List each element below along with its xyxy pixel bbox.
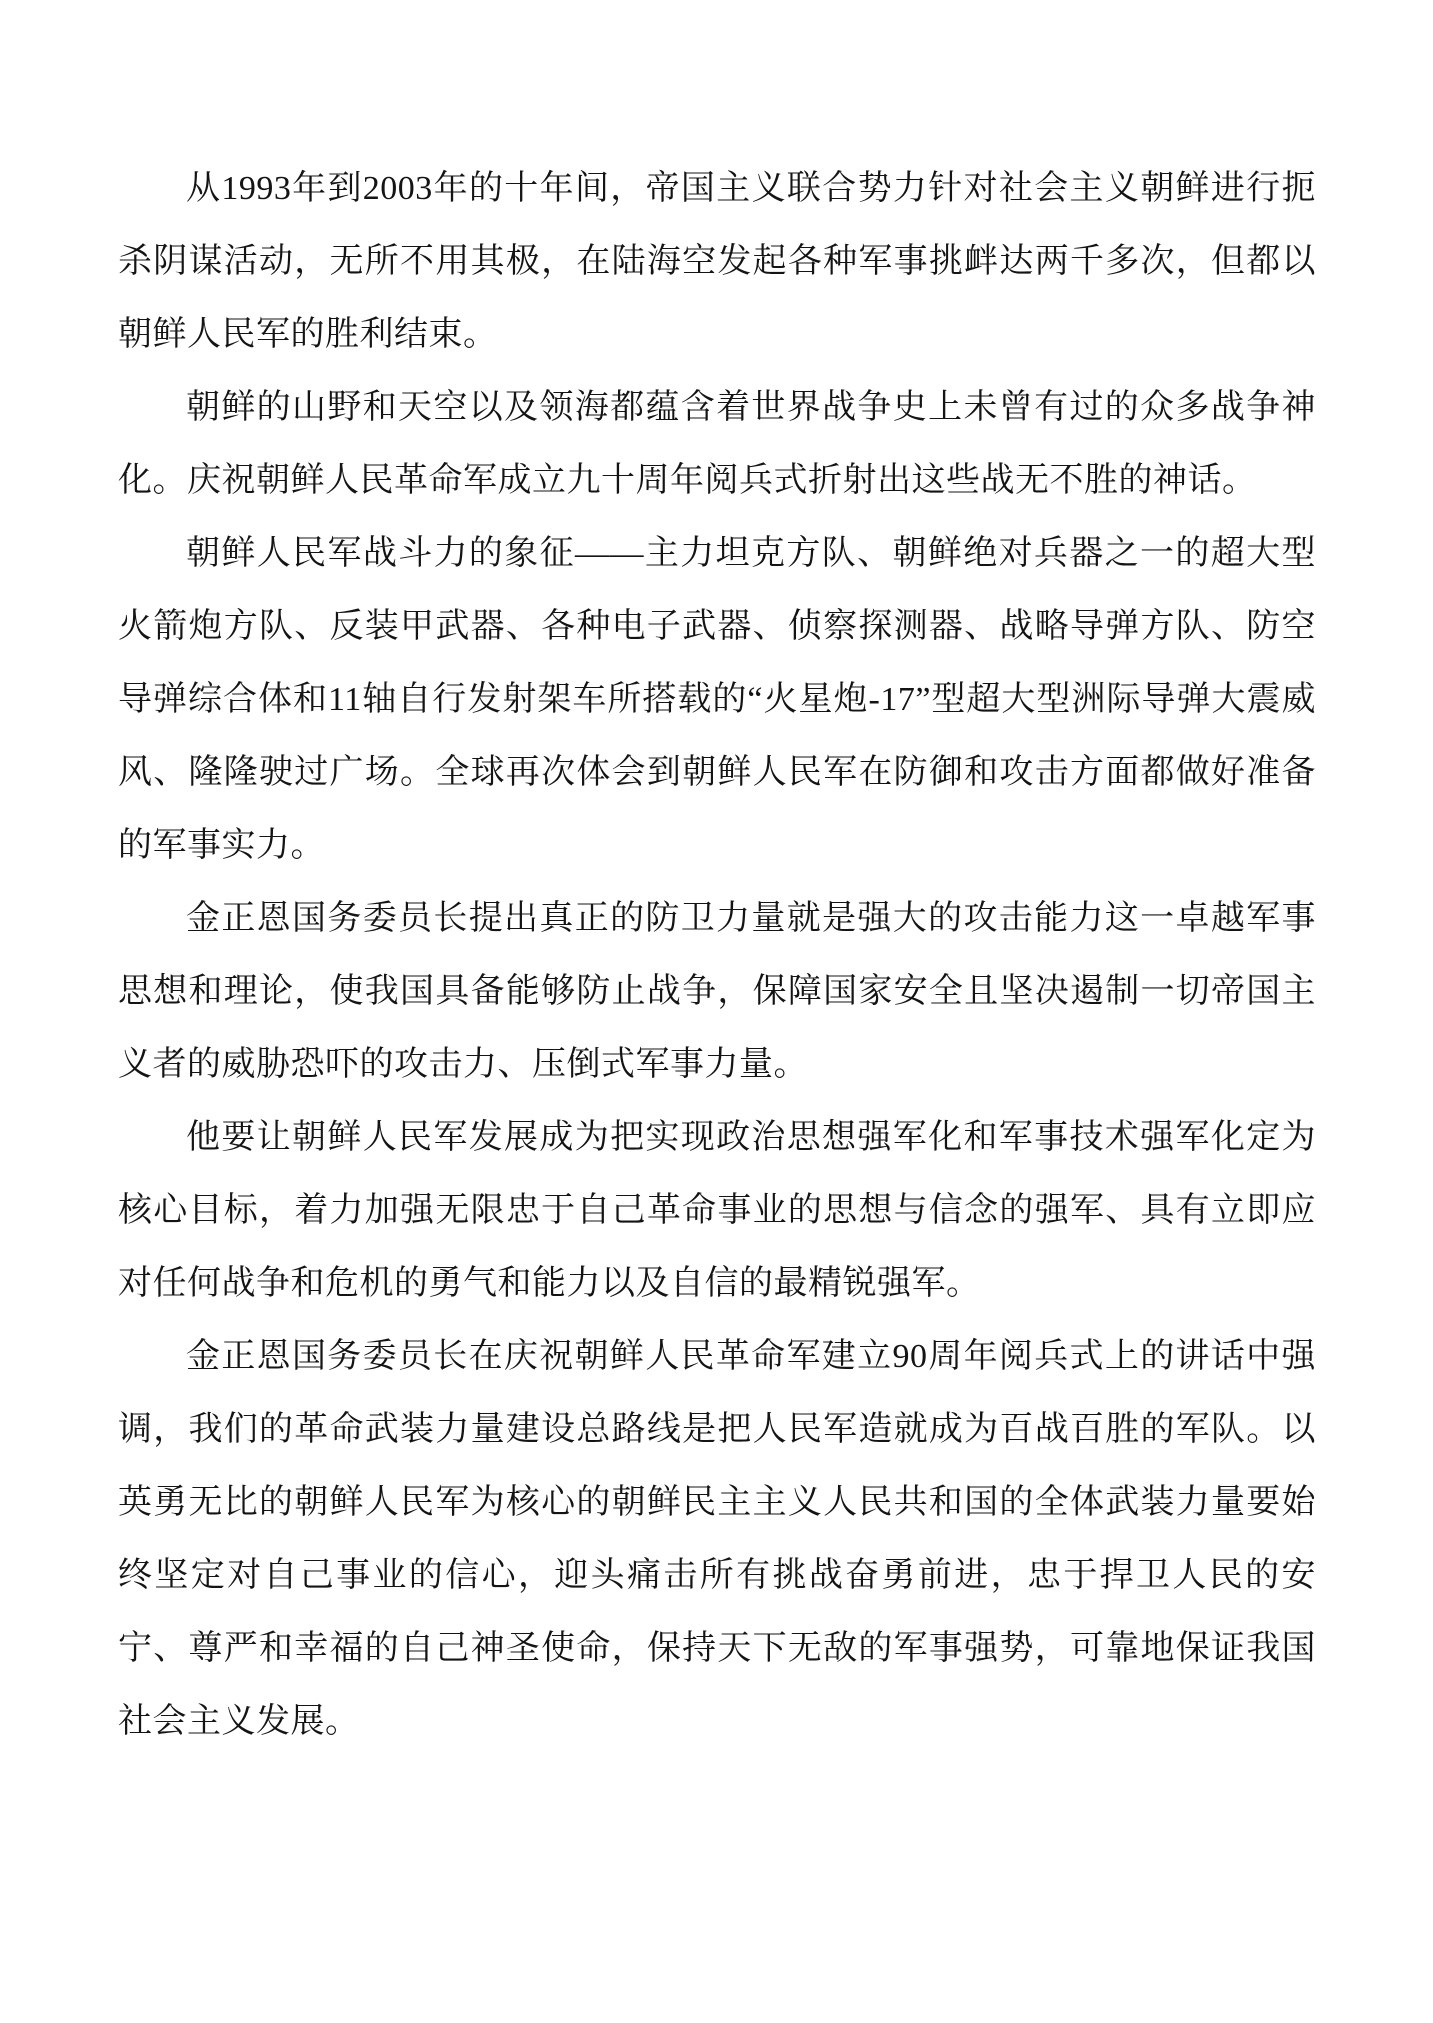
paragraph-5: 他要让朝鲜人民军发展成为把实现政治思想强军化和军事技术强军化定为核心目标，着力加强无限忠于自己革命事业的思想与信念的强军、具有立即应对任何战争和危机的勇气和能力以及自信的最精锐强军。 (118, 1119, 1316, 1302)
paragraph-6: 金正恩国务委员长在庆祝朝鲜人民革命军建立90周年阅兵式上的讲话中强调，我们的革命武装力量建设总路线是把人民军造就成为百战百胜的军队。以英勇无比的朝鲜人民军为核心的朝鲜民主主义人民共和国的全体武装力量要始终坚定对自己事业的信心，迎头痛击所有挑战奋勇前进，忠于捍卫人民的安宁、尊严和幸福的自己神圣使命，保持天下无敌的军事强势，可靠地保证我国社会主义发展。 (118, 1338, 1316, 1740)
paragraph-3: 朝鲜人民军战斗力的象征——主力坦克方队、朝鲜绝对兵器之一的超大型火箭炮方队、反装甲武器、各种电子武器、侦察探测器、战略导弹方队、防空导弹综合体和11轴自行发射架车所搭载的“火星炮-17”型超大型洲际导弹大震威风、隆隆驶过广场。全球再次体会到朝鲜人民军在防御和攻击方面都做好准备的军事实力。 (118, 535, 1316, 864)
document-body (118, 152, 1316, 1758)
paragraph-1: 从1993年到2003年的十年间，帝国主义联合势力针对社会主义朝鲜进行扼杀阴谋活动，无所不用其极，在陆海空发起各种军事挑衅达两千多次，但都以朝鲜人民军的胜利结束。 (118, 170, 1316, 353)
paragraph-2: 朝鲜的山野和天空以及领海都蕴含着世界战争史上未曾有过的众多战争神化。庆祝朝鲜人民革命军成立九十周年阅兵式折射出这些战无不胜的神话。 (118, 389, 1316, 499)
paragraph-4: 金正恩国务委员长提出真正的防卫力量就是强大的攻击能力这一卓越军事思想和理论，使我国具备能够防止战争，保障国家安全且坚决遏制一切帝国主义者的威胁恐吓的攻击力、压倒式军事力量。 (118, 900, 1316, 1083)
